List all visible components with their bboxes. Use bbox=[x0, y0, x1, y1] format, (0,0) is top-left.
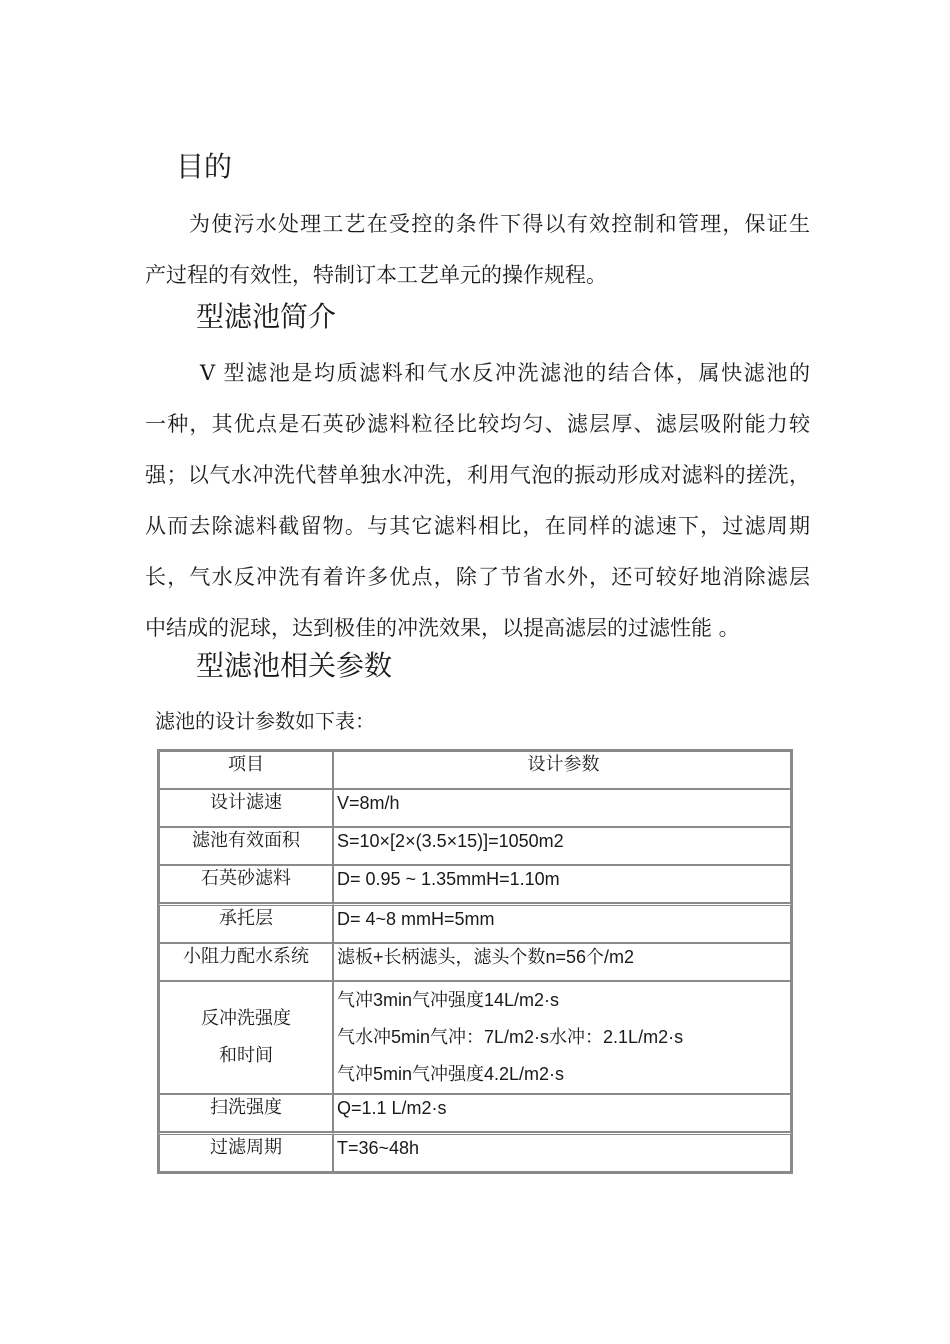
row-item: 小阻力配水系统 bbox=[159, 943, 333, 981]
intro-paragraph bbox=[145, 348, 810, 654]
paragraph-line: 为使污水处理工艺在受控的条件下得以有效控制和管理，保证生 bbox=[189, 212, 810, 236]
section-title-purpose: 目的 bbox=[176, 150, 233, 183]
header-item: 项目 bbox=[159, 751, 333, 789]
table-row bbox=[159, 865, 791, 903]
paragraph-line: 强；以气水冲洗代替单独水冲洗，利用气泡的振动形成对滤料的搓洗， bbox=[145, 463, 810, 487]
table-row bbox=[159, 789, 791, 827]
backwash-item bbox=[159, 981, 333, 1094]
table-row bbox=[159, 1094, 791, 1132]
row-value: V=8m/h bbox=[333, 789, 791, 827]
row-value: S=10×[2×(3.5×15)]=1050m2 bbox=[333, 827, 791, 865]
row-item: 承托层 bbox=[159, 903, 333, 943]
row-item: 设计滤速 bbox=[159, 789, 333, 827]
table-intro-text: 滤池的设计参数如下表： bbox=[155, 709, 375, 733]
table-row bbox=[159, 903, 791, 943]
paragraph-line: 从而去除滤料截留物。与其它滤料相比，在同样的滤速下，过滤周期 bbox=[145, 514, 810, 538]
backwash-value-line: 气水冲5min气冲：7L/m2·s水冲：2.1L/m2·s bbox=[337, 1027, 684, 1047]
table-header-row bbox=[159, 751, 791, 789]
row-item: 滤池有效面积 bbox=[159, 827, 333, 865]
table-row bbox=[159, 1132, 791, 1172]
backwash-value-line: 气冲5min气冲强度4.2L/m2·s bbox=[337, 1064, 565, 1084]
header-value: 设计参数 bbox=[333, 751, 791, 789]
section-title-params: 型滤池相关参数 bbox=[196, 649, 393, 682]
purpose-paragraph bbox=[145, 199, 810, 301]
table-row bbox=[159, 943, 791, 981]
paragraph-line: 中结成的泥球，达到极佳的冲洗效果，以提高滤层的过滤性能 。 bbox=[145, 616, 740, 640]
backwash-item-line: 和时间 bbox=[219, 1045, 273, 1066]
backwash-item-line: 反冲洗强度 bbox=[201, 1008, 291, 1029]
row-value: D= 4~8 mmH=5mm bbox=[333, 903, 791, 943]
table-row bbox=[159, 827, 791, 865]
table-row-backwash bbox=[159, 981, 791, 1094]
row-item: 过滤周期 bbox=[159, 1132, 333, 1172]
backwash-value-line: 气冲3min气冲强度14L/m2·s bbox=[337, 990, 560, 1010]
paragraph-line: V 型滤池是均质滤料和气水反冲洗滤池的结合体，属快滤池的 bbox=[200, 361, 810, 385]
row-value: Q=1.1 L/m2·s bbox=[333, 1094, 791, 1132]
paragraph-line: 一种，其优点是石英砂滤料粒径比较均匀、滤层厚、滤层吸附能力较 bbox=[145, 412, 810, 436]
backwash-value bbox=[333, 981, 791, 1094]
section-title-intro: 型滤池简介 bbox=[196, 300, 337, 333]
paragraph-line: 长，气水反冲洗有着许多优点，除了节省水外，还可较好地消除滤层 bbox=[145, 565, 810, 589]
design-parameters-table bbox=[157, 749, 793, 1174]
row-item: 石英砂滤料 bbox=[159, 865, 333, 903]
row-item: 扫洗强度 bbox=[159, 1094, 333, 1132]
row-value: T=36~48h bbox=[333, 1132, 791, 1172]
row-value: D= 0.95 ~ 1.35mmH=1.10m bbox=[333, 865, 791, 903]
paragraph-line: 产过程的有效性，特制订本工艺单元的操作规程。 bbox=[145, 263, 607, 287]
row-value: 滤板+长柄滤头，滤头个数n=56个/m2 bbox=[333, 943, 791, 981]
